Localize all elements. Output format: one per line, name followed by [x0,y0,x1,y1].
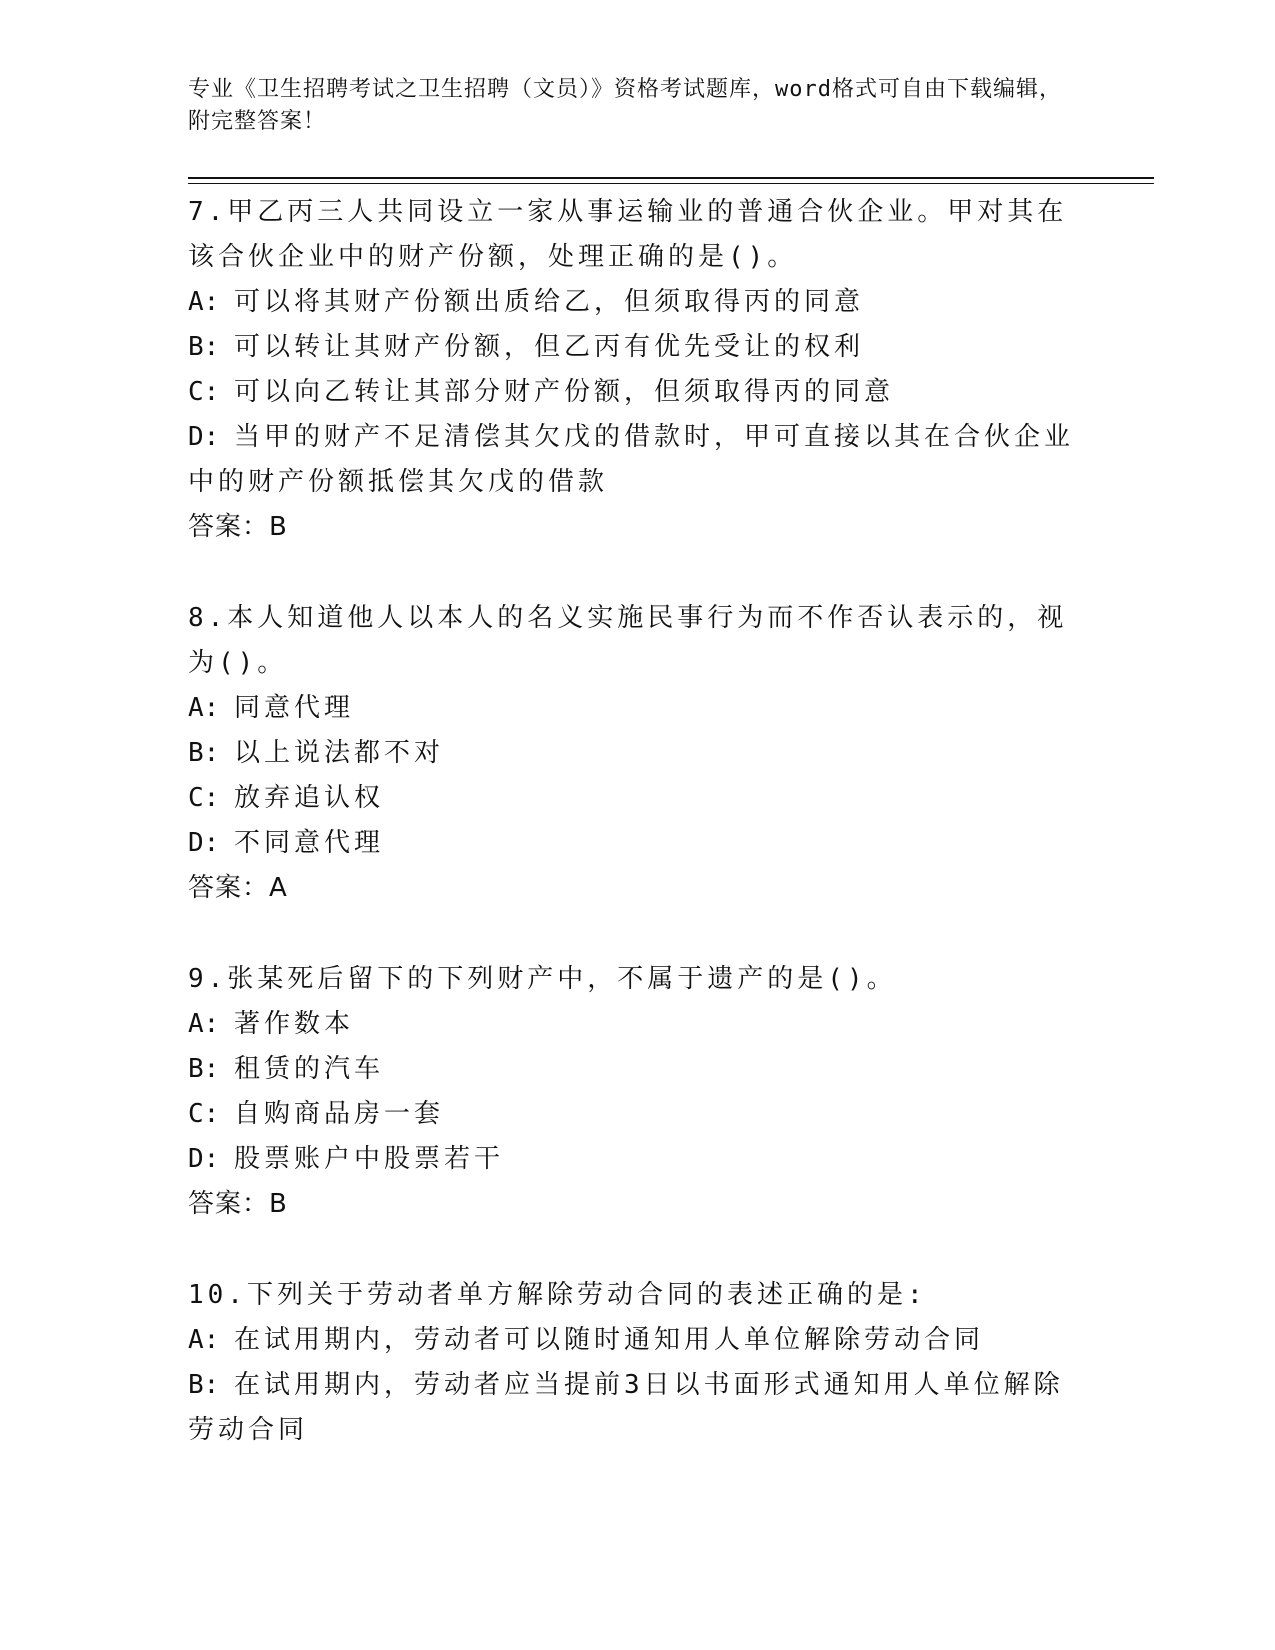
option-b [188,731,1088,776]
option-c [188,370,1088,415]
question-8 [188,595,1088,911]
option-key: B: [188,332,220,362]
option-key: B: [188,738,220,768]
option-text: 放弃追认权 [234,783,385,813]
option-key: B: [188,1054,220,1084]
spacer [188,550,1088,595]
option-key: C: [188,1099,220,1129]
option-key: A: [188,1325,220,1355]
spacer [188,911,1088,956]
option-text: 以上说法都不对 [234,738,445,768]
option-text: 可以转让其财产份额，但乙丙有优先受让的权利 [234,332,865,362]
option-text: 租赁的汽车 [234,1054,385,1084]
option-key: A: [188,1009,220,1039]
option-text: 在试用期内，劳动者应当提前3日以书面形式通知用人单位解除劳动合同 [188,1370,1064,1445]
question-7 [188,189,1088,550]
header-divider-thin [188,183,1154,184]
option-a [188,686,1088,731]
option-d [188,821,1088,866]
option-b [188,325,1088,370]
question-text: 10.下列关于劳动者单方解除劳动合同的表述正确的是: [188,1280,927,1310]
option-key: B: [188,1370,220,1400]
question-text: 7.甲乙丙三人共同设立一家从事运输业的普通合伙企业。甲对其在该合伙企业中的财产份额，处理正确的是()。 [188,197,1068,272]
option-a [188,280,1088,325]
option-text: 当甲的财产不足清偿其欠戊的借款时，甲可直接以其在合伙企业中的财产份额抵偿其欠戊的借款 [188,422,1075,497]
option-key: A: [188,287,220,317]
option-text: 著作数本 [234,1009,355,1039]
answer-line: 答案：A [188,873,288,903]
option-b [188,1047,1088,1092]
option-text: 可以将其财产份额出质给乙，但须取得丙的同意 [234,287,865,317]
option-key: D: [188,422,220,452]
option-key: C: [188,783,220,813]
option-text: 同意代理 [234,693,355,723]
option-text: 不同意代理 [234,828,385,858]
option-b [188,1363,1088,1453]
option-text: 股票账户中股票若干 [234,1144,505,1174]
option-a [188,1318,1088,1363]
option-c [188,776,1088,821]
answer-line: 答案：B [188,512,288,542]
answer-line: 答案：B [188,1189,288,1219]
question-9 [188,956,1088,1227]
question-text: 8.本人知道他人以本人的名义实施民事行为而不作否认表示的，视为()。 [188,603,1068,678]
option-key: C: [188,377,220,407]
option-c [188,1092,1088,1137]
option-text: 在试用期内，劳动者可以随时通知用人单位解除劳动合同 [234,1325,985,1355]
question-10 [188,1272,1088,1453]
spacer [188,1227,1088,1272]
option-d [188,415,1088,505]
option-d [188,1137,1088,1182]
question-text: 9.张某死后留下的下列财产中，不属于遗产的是()。 [188,964,897,994]
header-divider-thick [188,177,1154,179]
option-text: 可以向乙转让其部分财产份额，但须取得丙的同意 [234,377,895,407]
option-a [188,1002,1088,1047]
document-header: 专业《卫生招聘考试之卫生招聘（文员）》资格考试题库，word格式可自由下载编辑，附完整答案！ [188,77,1062,134]
question-list [188,189,1088,1453]
option-key: D: [188,1144,220,1174]
option-key: D: [188,828,220,858]
option-key: A: [188,693,220,723]
option-text: 自购商品房一套 [234,1099,445,1129]
